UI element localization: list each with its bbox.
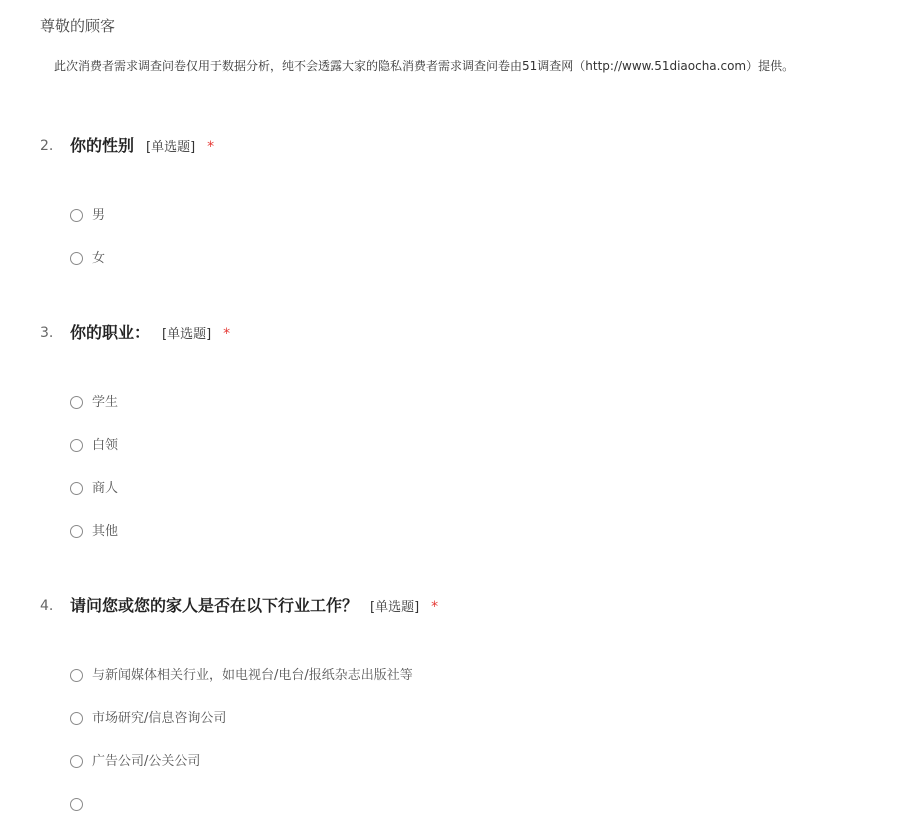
question-header [40,594,860,618]
option-white-collar[interactable] [70,436,118,479]
option-market-research[interactable] [70,709,413,752]
option-student[interactable] [70,393,118,436]
question-gender [40,134,860,266]
option-businessman[interactable] [70,479,118,522]
radio-button[interactable] [70,396,83,409]
option-label: 白领 [92,438,119,453]
option-male[interactable] [70,206,105,249]
option-female[interactable] [70,249,105,292]
option-label: 市场研究/信息咨询公司 [92,711,227,726]
radio-button[interactable] [70,482,83,495]
question-title-wrap [70,594,438,620]
greeting: 尊敬的顾客 [40,17,116,35]
option-media-industry[interactable] [70,666,413,709]
required-marker: * [431,599,439,615]
option-list [70,206,105,292]
question-title: 请问您或您的家人是否在以下行业工作？ [70,596,359,615]
option-label: 商人 [92,481,119,496]
option-label: 女 [92,251,106,266]
required-marker: * [207,139,215,155]
option-label: 与新闻媒体相关行业，如电视台/电台/报纸杂志出版社等 [92,668,413,683]
question-number: 3. [40,325,54,341]
question-title-wrap [70,134,214,160]
question-header [40,321,860,345]
question-number: 4. [40,598,54,614]
question-title: 你的性别 [70,136,135,155]
required-marker: * [223,326,231,342]
option-list [70,666,413,838]
option-label: 学生 [92,395,119,410]
option-other[interactable] [70,522,118,565]
option-label: 男 [92,208,106,223]
option-label: 广告公司/公关公司 [92,754,201,769]
radio-button[interactable] [70,209,83,222]
question-occupation [40,321,860,539]
question-type: [单选题] [146,140,196,155]
question-industry [40,594,860,769]
radio-button[interactable] [70,712,83,725]
option-advertising-pr[interactable] [70,752,413,795]
option-next-partial[interactable] [70,795,413,838]
option-list [70,393,118,565]
radio-button[interactable] [70,669,83,682]
question-number: 2. [40,138,54,154]
radio-button[interactable] [70,252,83,265]
radio-button[interactable] [70,439,83,452]
radio-button[interactable] [70,755,83,768]
question-title-wrap [70,321,230,347]
question-type: [单选题] [162,327,212,342]
intro-text: 此次消费者需求调查问卷仅用于数据分析，纯不会透露大家的隐私消费者需求调查问卷由51调查网（http://www.51diaocha.com）提供。 [54,59,795,73]
question-title: 你的职业： [70,323,151,342]
question-type: [单选题] [370,600,420,615]
option-label: 其他 [92,524,119,539]
radio-button[interactable] [70,525,83,538]
question-header [40,134,860,158]
